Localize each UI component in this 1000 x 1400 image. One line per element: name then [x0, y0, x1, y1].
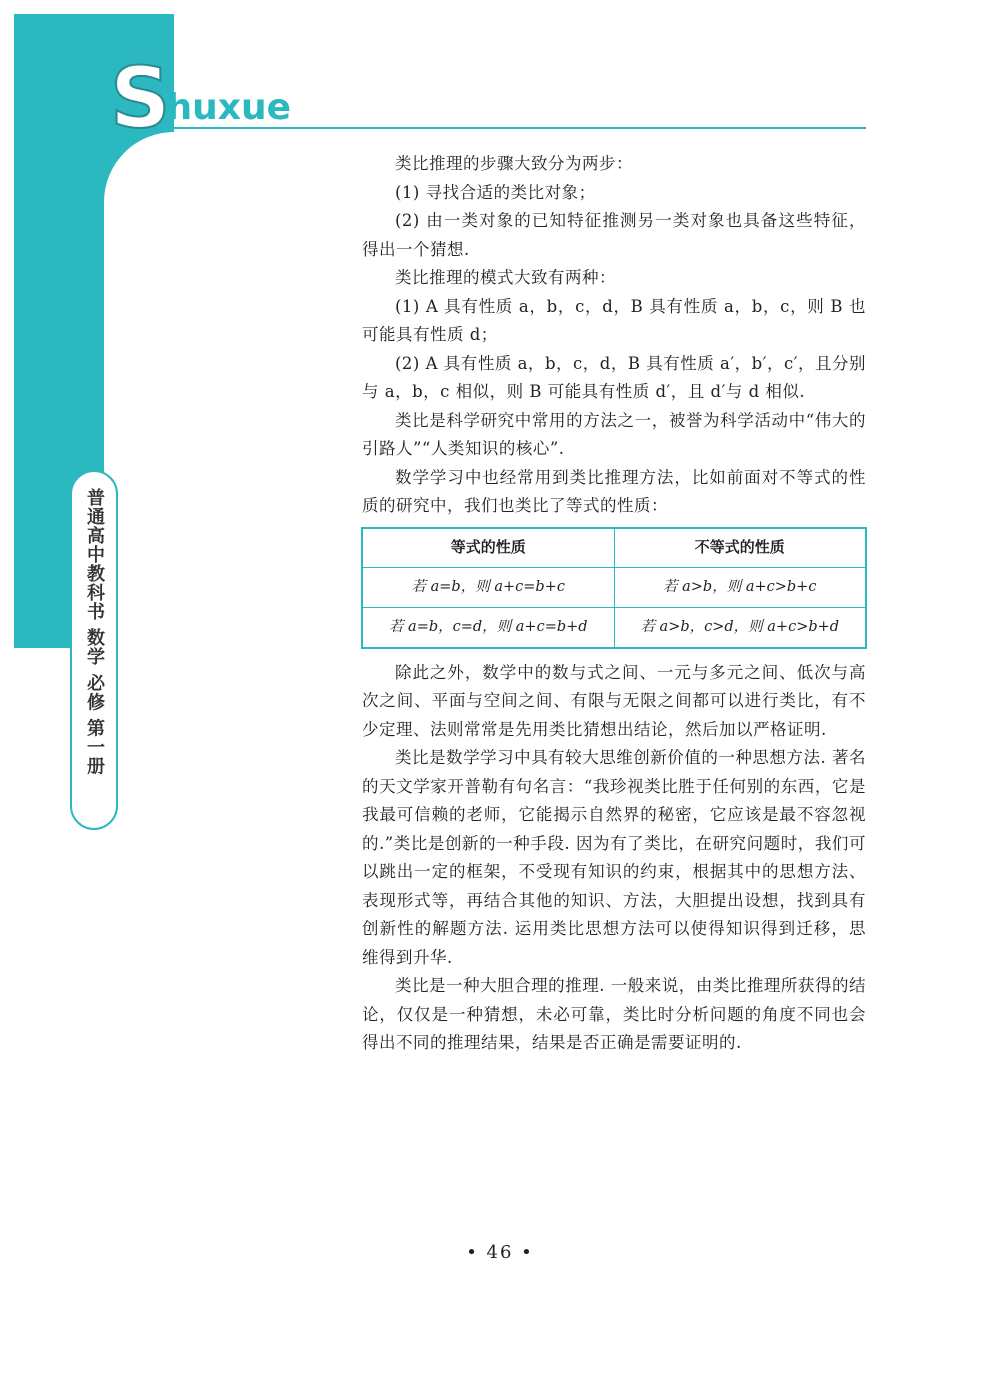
band-corner-mask — [104, 132, 244, 272]
spine-text: 普通高中教科书 数学 必修 第一册 — [84, 488, 105, 776]
table-row — [362, 607, 866, 648]
paragraph: 除此之外，数学中的数与式之间、一元与多元之间、低次与高次之间、平面与空间之间、有限与无限之间都可以进行类比，有不少定理、法则常常是先用类比猜想出结论，然后加以严格证明. — [362, 662, 866, 739]
paragraph: 类比推理的步骤大致分为两步： — [395, 154, 633, 173]
paragraph: 数学学习中也经常用到类比推理方法，比如前面对不等式的性质的研究中，我们也类比了等式的性质： — [362, 467, 866, 515]
paragraph: 类比是数学学习中具有较大思维创新价值的一种思想方法. 著名的天文学家开普勒有句名言：“我珍视类比胜于任何别的东西，它是我最可信赖的老师，它能揭示自然界的秘密，它应该是最不容忽视的.”类比是创新的一种手段. 因为有了类比，在研究问题时，我们可以跳出一定的框架，不受现有知识的约束，根据其中的思想方法、表现形式等，再结合其他的知识、方法，大胆提出设想，找到具有创新性的解题方法. 运用类比思想方法可以使得知识得到迁移，思维得到升华. — [362, 748, 866, 967]
table-cell: 若 a>b，c>d，则 a+c>b+d — [614, 607, 866, 648]
table-cell: 若 a=b，c=d，则 a+c=b+d — [362, 607, 614, 648]
paragraph: (1) A 具有性质 a，b，c，d，B 具有性质 a，b，c，则 B 也可能具有性质 d； — [362, 296, 866, 344]
paragraph: (1) 寻找合适的类比对象； — [395, 182, 596, 202]
paragraph: 类比是一种大胆合理的推理. 一般来说，由类比推理所获得的结论，仅仅是一种猜想，未必可靠，类比时分析问题的角度不同也会得出不同的推理结果，结果是否正确是需要证明的. — [362, 976, 866, 1052]
table-row — [362, 567, 866, 607]
table-cell: 若 a=b，则 a+c=b+c — [362, 567, 614, 607]
paragraph: 类比是科学研究中常用的方法之一，被誉为科学活动中“伟大的引路人”“人类知识的核心”. — [362, 410, 866, 458]
shuxue-logo — [110, 49, 292, 147]
paragraph: (2) 由一类对象的已知特征推测另一类对象也具备这些特征，得出一个猜想. — [362, 211, 866, 259]
paragraph: (2) A 具有性质 a，b，c，d，B 具有性质 a′，b′，c′，且分别与 a，b，c 相似，则 B 可能具有性质 d′，且 d′与 d 相似. — [362, 353, 866, 401]
table-header: 等式的性质 — [362, 528, 614, 568]
main-content — [362, 150, 866, 1058]
logo-rest: huxue — [166, 87, 292, 128]
table-header: 不等式的性质 — [614, 528, 866, 568]
logo-initial: S — [110, 49, 171, 147]
book-spine-label — [70, 470, 118, 830]
paragraph: 类比推理的模式大致有两种： — [395, 268, 616, 287]
table-cell: 若 a>b，则 a+c>b+c — [614, 567, 866, 607]
page-number: • 46 • — [466, 1242, 534, 1263]
table-header-row — [362, 528, 866, 568]
properties-table — [361, 527, 867, 649]
